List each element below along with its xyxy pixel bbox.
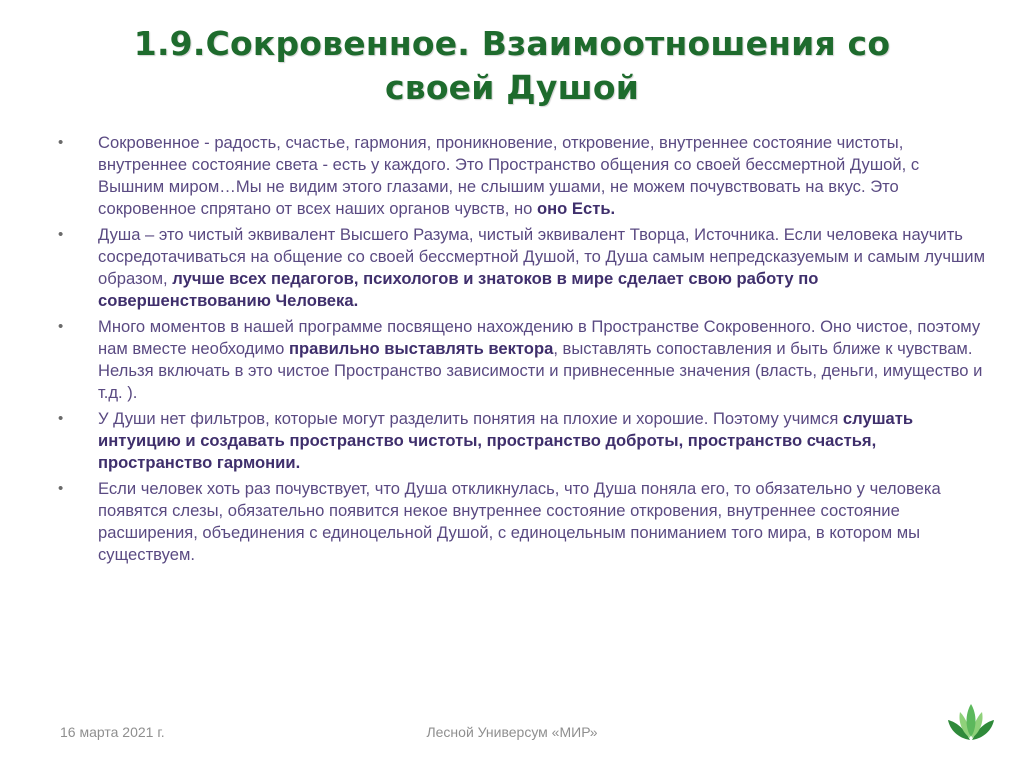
- body-bullet-list: [56, 132, 986, 570]
- bullet-text: [98, 133, 919, 218]
- footer-organization-text: Лесной Универсум «МИР»: [426, 724, 598, 740]
- bullet-marker: •: [58, 480, 64, 497]
- bullet-marker: •: [58, 318, 64, 335]
- bullet-item: [56, 478, 986, 566]
- footer-organization: [0, 723, 1024, 741]
- emphasis-text: лучше всех педагогов, психологов и знатоков в мире сделает свою работу по совершенствованию Человека.: [98, 269, 819, 310]
- bullet-item: [56, 408, 986, 474]
- title-line-2: своей Душой: [384, 68, 640, 107]
- text-run: Много моментов в нашей программе посвящено нахождению в Пространстве Сокровенного. Оно чистое, поэтому нам вместе необходимо: [98, 317, 981, 358]
- bullet-text: [98, 479, 941, 564]
- slide-title: [60, 22, 964, 110]
- title-line-1: 1.9.Сокровенное. Взаимоотношения со: [133, 24, 891, 63]
- bullet-text: [98, 409, 913, 472]
- bullet-text: [98, 317, 982, 402]
- text-run: Если человек хоть раз почувствует, что Душа откликнулась, что Душа поняла его, то обязательно у человека появятся слезы, обязательно появится некое внутреннее состояние откровения, внутреннее состояние расширения, объединения с единоцельной Душой, с единоцельным пониманием того мира, в котором мы существуем.: [98, 479, 941, 564]
- bullet-marker: •: [58, 134, 64, 151]
- footer-date: 16 марта 2021 г.: [60, 724, 165, 740]
- bullet-marker: •: [58, 410, 64, 427]
- emphasis-text: правильно выставлять вектора: [288, 339, 554, 358]
- bullet-text: [98, 225, 985, 310]
- text-run: У Души нет фильтров, которые могут разделить понятия на плохие и хорошие. Поэтому учимся: [98, 409, 843, 428]
- emphasis-text: слушать интуицию и создавать пространство чистоты, пространство доброты, пространство счастья, пространство гармонии.: [98, 409, 914, 472]
- text-run: , выставлять сопоставления и быть ближе к чувствам. Нельзя включать в это чистое Пространство зависимости и привнесенные значения (власть, деньги, имущество и т.д. ).: [98, 339, 983, 402]
- bullet-item: [56, 132, 986, 220]
- bullet-item: [56, 224, 986, 312]
- lotus-icon: [946, 700, 996, 744]
- text-run: Душа – это чистый эквивалент Высшего Разума, чистый эквивалент Творца, Источника. Если человека научить сосредотачиваться на общение со своей бессмертной Душой, то Душа самым непредсказуемым и самым лучшим образом,: [98, 225, 985, 288]
- bullet-item: [56, 316, 986, 404]
- emphasis-text: оно Есть.: [537, 199, 616, 218]
- bullet-marker: •: [58, 226, 64, 243]
- text-run: Сокровенное - радость, счастье, гармония, проникновение, откровение, внутреннее состояние чистоты, внутреннее состояние света - есть у каждого. Это Пространство общения со своей бессмертной Душой, с Вышним миром…Мы не видим этого глазами, не слышим ушами, не можем почувствовать на вкус. Это сокровенное спрятано от всех наших органов чувств, но: [98, 133, 920, 218]
